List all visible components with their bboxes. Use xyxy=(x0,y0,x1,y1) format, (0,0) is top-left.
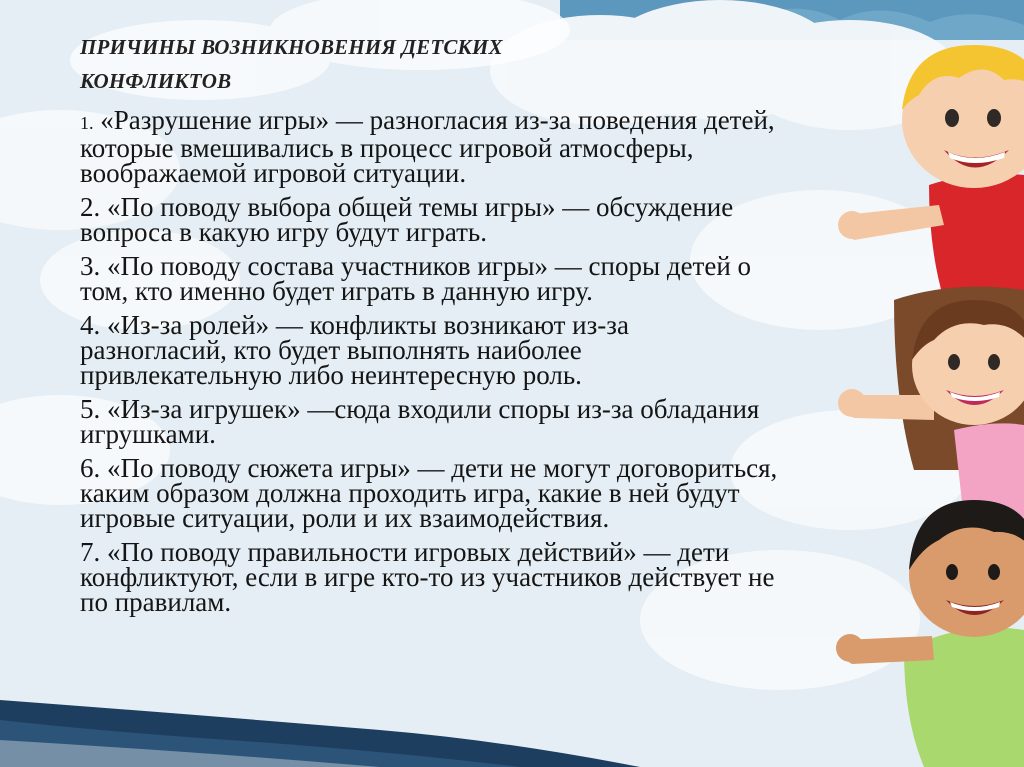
item-text: «Из-за ролей» — конфликты возникают из-за разногласий, кто будет выполнять наиболее привлекательную либо неинтересную роль. xyxy=(80,310,629,390)
item-number: 1. xyxy=(80,113,94,133)
item-text: «По поводу выбора общей темы игры» — обсуждение вопроса в какую игру будут играть. xyxy=(80,192,734,247)
slide-title: ПРИЧИНЫ ВОЗНИКНОВЕНИЯ ДЕТСКИХ КОНФЛИКТОВ xyxy=(80,35,503,93)
item-number: 2. xyxy=(80,192,101,222)
blond-boy-icon xyxy=(838,45,1024,300)
dark-haired-boy-icon xyxy=(836,500,1024,767)
list-item xyxy=(80,537,780,617)
item-number: 3. xyxy=(80,251,101,281)
list-item xyxy=(80,105,780,188)
item-text: «По поводу правильности игровых действий» — дети конфликтуют, если в игре кто-то из участников действует не по правилам. xyxy=(80,537,775,617)
item-number: 6. xyxy=(80,453,101,483)
list-item xyxy=(80,310,780,390)
causes-list xyxy=(80,105,780,624)
list-item xyxy=(80,453,780,533)
list-item xyxy=(80,251,780,306)
item-number: 7. xyxy=(80,537,101,567)
list-item xyxy=(80,394,780,449)
list-item xyxy=(80,192,780,247)
item-text: «Из-за игрушек» —сюда входили споры из-за обладания игрушками. xyxy=(80,394,760,449)
girl-icon xyxy=(838,287,1024,520)
three-children-waving-icon xyxy=(834,0,1024,767)
item-number: 4. xyxy=(80,310,101,340)
item-text: «Разрушение игры» — разногласия из-за поведения детей, которые вмешивались в процесс игровой атмосферы, воображаемой игровой ситуации. xyxy=(80,105,775,188)
item-text: «По поводу состава участников игры» — споры детей о том, кто именно будет играть в данную игру. xyxy=(80,251,752,306)
item-text: «По поводу сюжета игры» — дети не могут договориться, каким образом должна проходить игра, какие в ней будут игровые ситуации, роли и их взаимодействия. xyxy=(80,453,778,533)
item-number: 5. xyxy=(80,394,101,424)
